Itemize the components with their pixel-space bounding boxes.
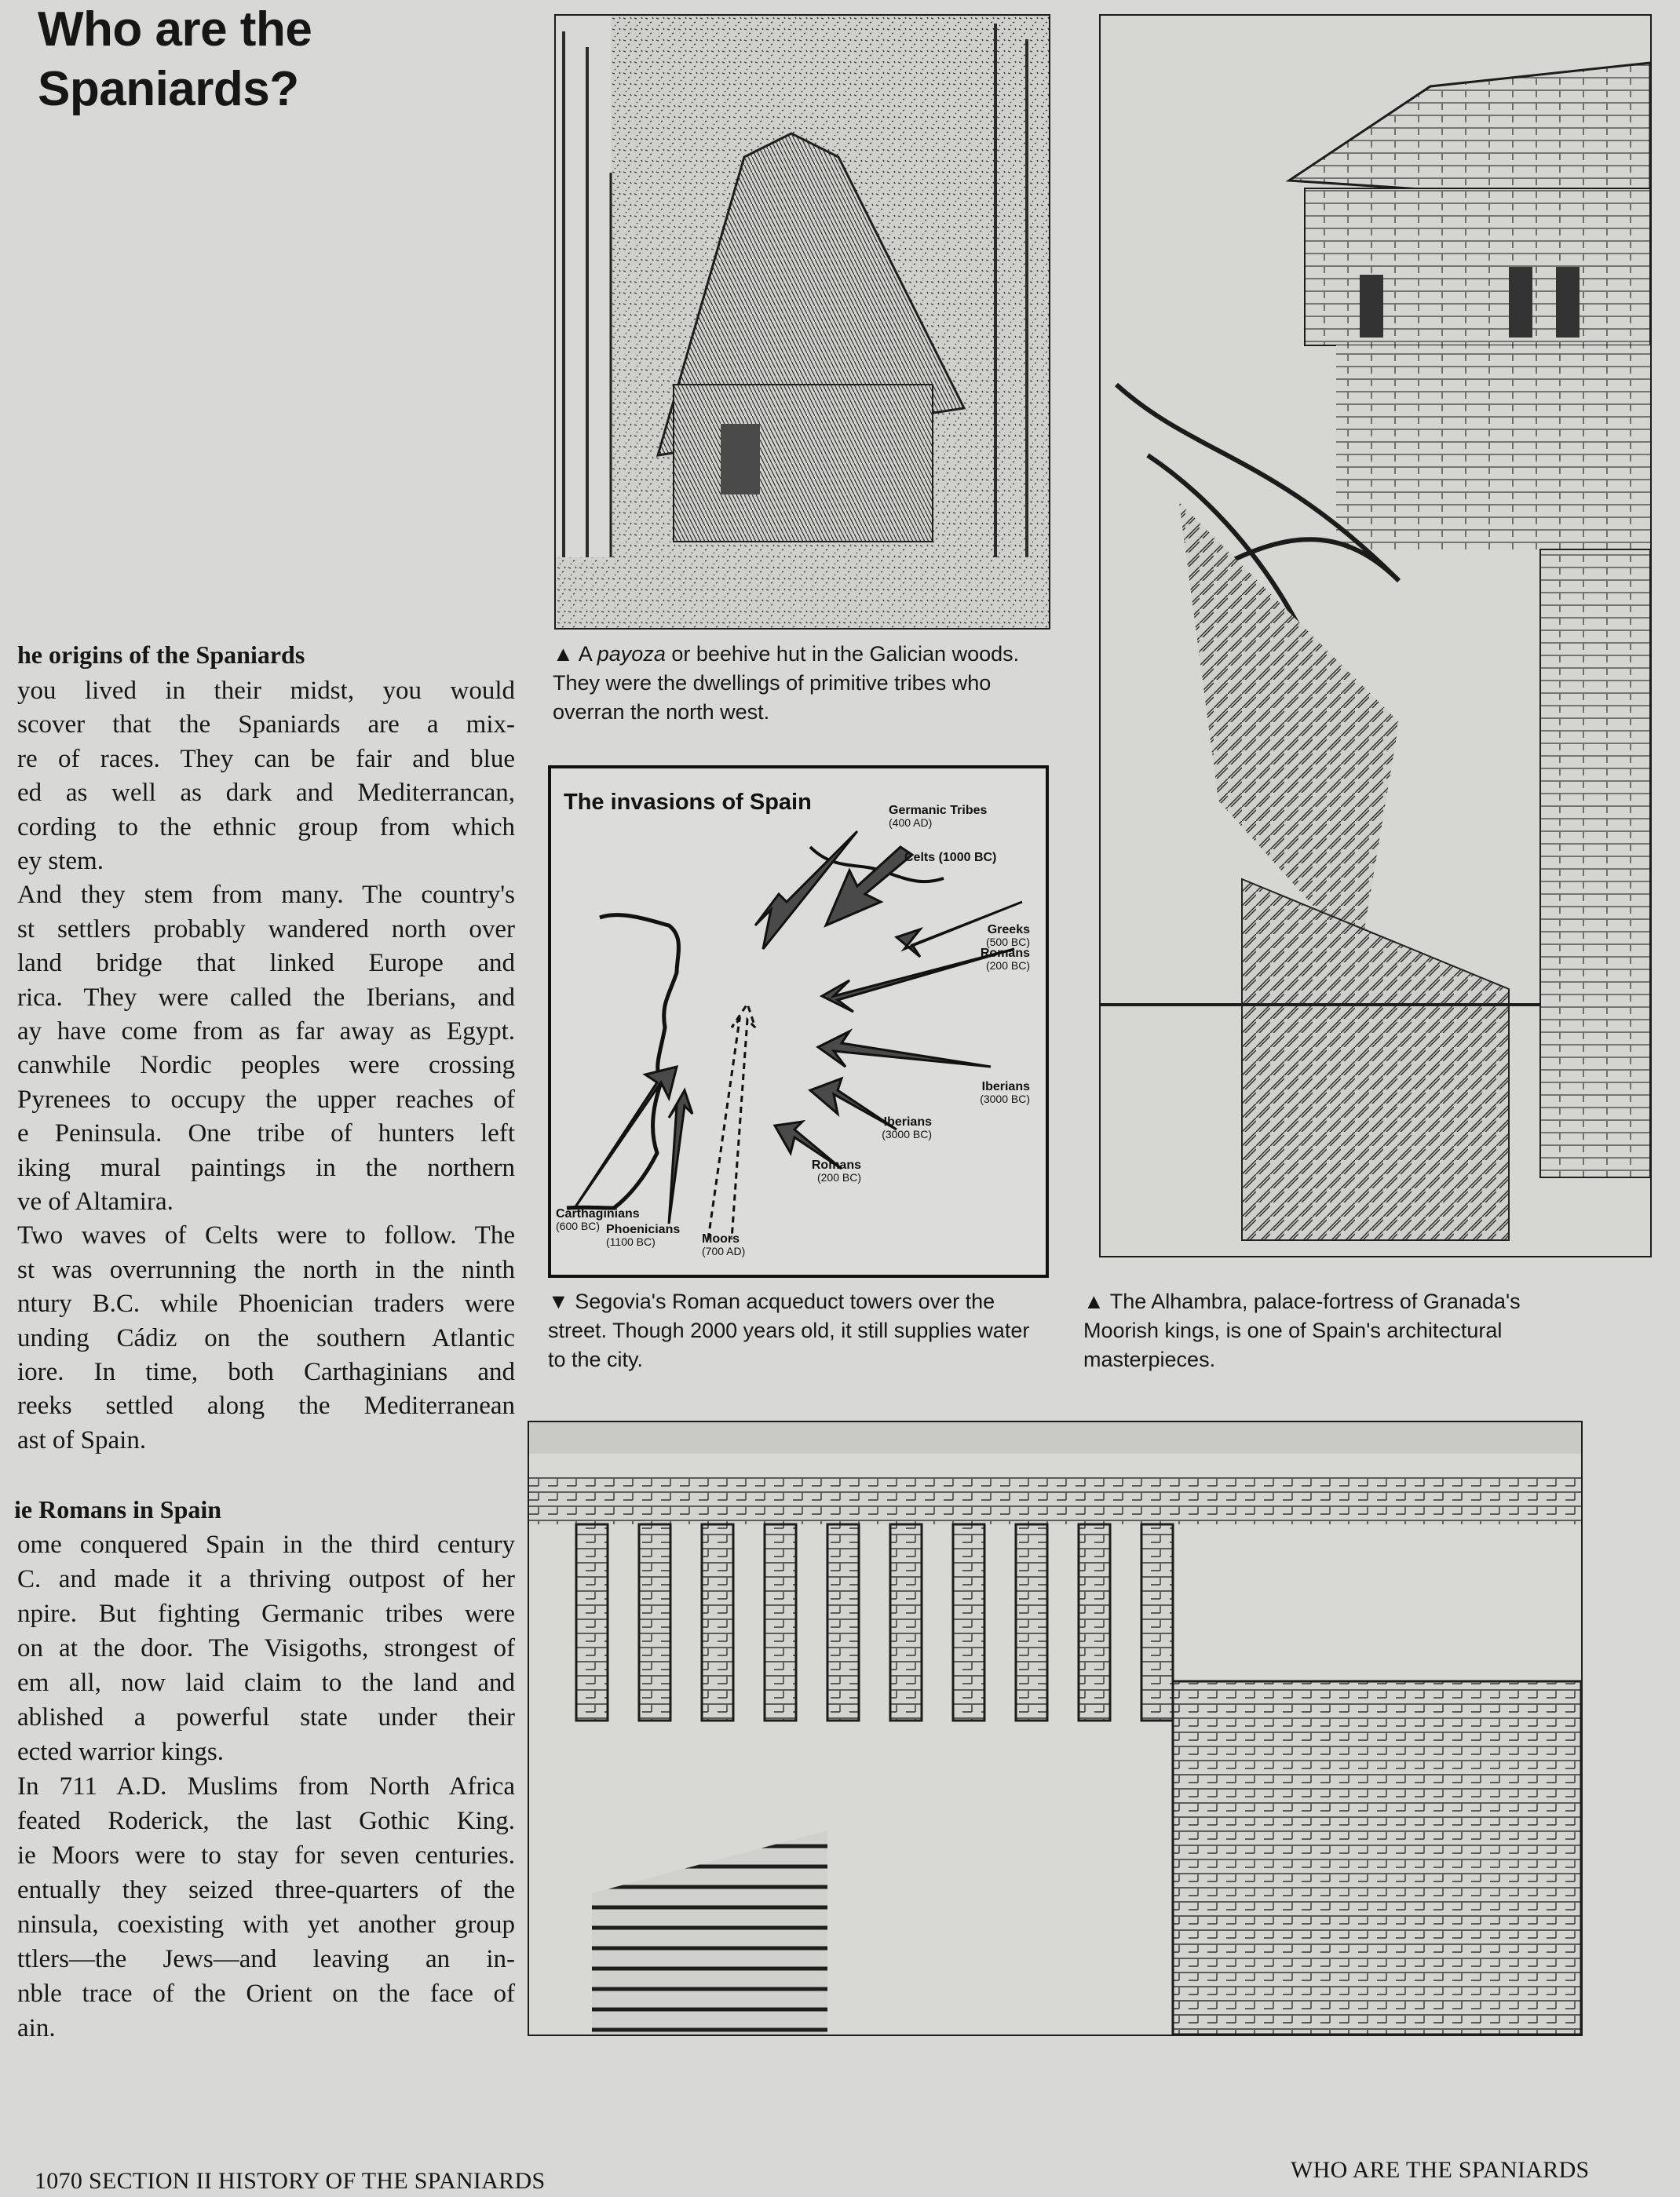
map-label: Romans xyxy=(811,1159,861,1172)
segovia-aqueduct-photo xyxy=(528,1421,1583,2036)
map-label-date: (400 AD) xyxy=(889,816,933,829)
caption-payoza-start: ▲ A xyxy=(553,642,597,666)
map-label: Iberians xyxy=(883,1115,932,1129)
article-title-line-2: Spaniards? xyxy=(38,62,299,116)
body-text-line: Two waves of Celts were to follow. The xyxy=(17,1221,515,1250)
map-label-date: (700 AD) xyxy=(702,1245,746,1257)
invasions-map xyxy=(548,765,1049,1278)
body-text-line: C. and made it a thriving outpost of her xyxy=(17,1565,515,1593)
body-text-line: ay have come from as far away as Egypt. xyxy=(17,1017,515,1046)
map-label: Phoenicians xyxy=(606,1223,681,1236)
caption-payoza-term: payoza xyxy=(597,642,666,666)
invasions-map-graphic xyxy=(551,768,1046,1275)
caption-payoza-rest: or beehive hut in the Galician woods. They were the dwellings of primitive tribes who overran the north west. xyxy=(553,642,1020,724)
body-text-line: ain. xyxy=(17,2014,56,2042)
body-text-line: feated Roderick, the last Gothic King. xyxy=(17,1807,515,1835)
body-text-line: ed as well as dark and Mediterrancan, xyxy=(17,779,515,808)
body-text-line: ey stem. xyxy=(17,847,104,875)
body-text-line: unding Cádiz on the southern Atlantic xyxy=(17,1323,515,1352)
body-text-line: cording to the ethnic group from which xyxy=(17,812,515,841)
body-text-line: rica. They were called the Iberians, and xyxy=(17,983,515,1012)
map-label-date: (3000 BC) xyxy=(980,1093,1030,1105)
body-text-line: reeks settled along the Mediterranean xyxy=(17,1392,515,1421)
map-arrow-moors xyxy=(708,1004,755,1239)
section-heading-romans: ie Romans in Spain xyxy=(14,1495,222,1524)
body-text-line: entually they seized three-quarters of the xyxy=(17,1876,515,1904)
body-text-line: ast of Spain. xyxy=(17,1425,147,1454)
map-label: Germanic Tribes xyxy=(889,804,988,817)
body-text-line: on at the door. The Visigoths, strongest of xyxy=(17,1634,515,1662)
map-label-date: (500 BC) xyxy=(985,936,1030,948)
map-label-date: (1100 BC) xyxy=(606,1235,656,1248)
map-label: Celts (1000 BC) xyxy=(904,851,997,864)
payoza-hut-photo xyxy=(554,14,1050,630)
body-text-line: In 711 A.D. Muslims from North Africa xyxy=(17,1772,515,1801)
map-arrow-phoenicians xyxy=(669,1090,692,1224)
alhambra-photo xyxy=(1099,14,1652,1257)
body-text-line: And they stem from many. The country's xyxy=(17,881,515,910)
section-heading-origins: he origins of the Spaniards xyxy=(17,640,305,669)
map-label-date: (200 BC) xyxy=(816,1171,861,1184)
map-arrow-iberians-east xyxy=(818,1031,991,1067)
body-text-line: st was overrunning the north in the ninth xyxy=(17,1255,515,1284)
map-arrow-celts xyxy=(826,847,912,925)
body-text-line: nble trace of the Orient on the face of xyxy=(17,1980,515,2008)
footer-right: WHO ARE THE SPANIARDS xyxy=(1291,2157,1590,2183)
body-text-line: ablished a powerful state under their xyxy=(17,1703,515,1732)
map-label: Moors xyxy=(702,1232,740,1246)
body-text-line: st settlers probably wandered north over xyxy=(17,914,515,943)
body-text-line: ntury B.C. while Phoenician traders were xyxy=(17,1290,515,1319)
caption-payoza xyxy=(553,640,1055,727)
body-text-line: scover that the Spaniards are a mix- xyxy=(17,710,515,739)
body-text-line: ve of Altamira. xyxy=(17,1188,173,1216)
body-text-line: npire. But fighting Germanic tribes were xyxy=(17,1600,515,1628)
map-label: Romans xyxy=(980,947,1030,960)
article-title xyxy=(38,0,509,119)
map-label-date: (3000 BC) xyxy=(882,1128,932,1140)
map-label-date: (200 BC) xyxy=(985,959,1030,972)
body-text-line: ninsula, coexisting with yet another group xyxy=(17,1911,515,1939)
map-label: Iberians xyxy=(981,1080,1030,1093)
body-text-line: Pyrenees to occupy the upper reaches of xyxy=(17,1085,515,1114)
caption-alhambra: ▲ The Alhambra, palace-fortress of Granada's Moorish kings, is one of Spain's architectural masterpieces. xyxy=(1083,1290,1521,1371)
body-text-line: e Peninsula. One tribe of hunters left xyxy=(17,1119,515,1148)
map-label: Greeks xyxy=(987,923,1030,936)
map-title: The invasions of Spain xyxy=(564,790,812,815)
body-text-line: iore. In time, both Carthaginians and xyxy=(17,1358,515,1386)
article-title-line-1: Who are the xyxy=(38,2,312,57)
footer-left: 1070 SECTION II HISTORY OF THE SPANIARDS xyxy=(35,2168,546,2194)
body-text-line: em all, now laid claim to the land and xyxy=(17,1669,515,1697)
body-text-line: re of races. They can be fair and blue xyxy=(17,744,515,773)
body-text-line: you lived in their midst, you would xyxy=(17,677,515,705)
body-text-line: ected warrior kings. xyxy=(17,1738,224,1766)
body-text-line: ome conquered Spain in the third century xyxy=(17,1531,515,1559)
caption-segovia: ▼ Segovia's Roman acqueduct towers over the street. Though 2000 years old, it still supplies water to the city. xyxy=(548,1290,1030,1371)
body-text-line: canwhile Nordic peoples were crossing xyxy=(17,1051,515,1080)
body-text-line: iking mural paintings in the northern xyxy=(17,1153,515,1182)
map-coastline xyxy=(567,915,679,1208)
map-label: Carthaginians xyxy=(556,1207,640,1221)
map-arrow-carthaginians xyxy=(575,1067,677,1208)
map-label-date: (600 BC) xyxy=(556,1220,601,1232)
body-text-line: land bridge that linked Europe and xyxy=(17,949,515,978)
body-text-line: ie Moors were to stay for seven centuries. xyxy=(17,1841,515,1870)
body-text-line: ttlers—the Jews—and leaving an in- xyxy=(17,1945,515,1973)
